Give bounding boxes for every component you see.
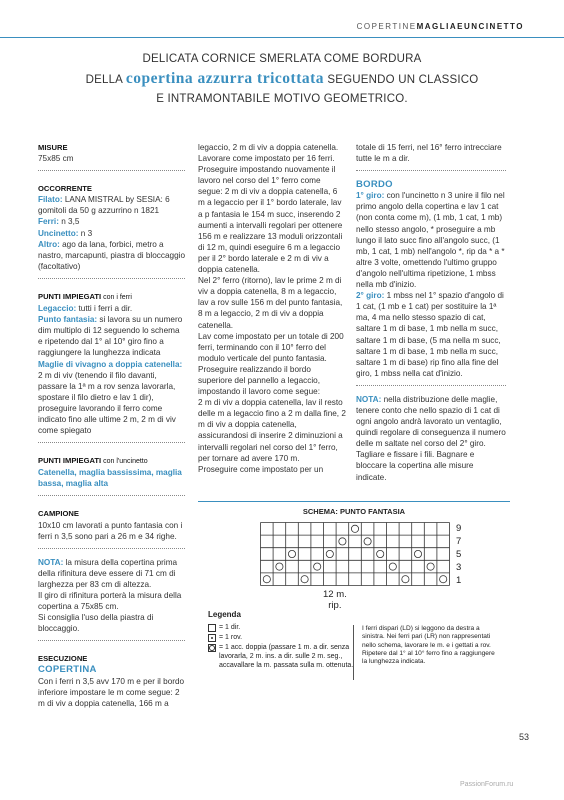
circle-stitch-symbol xyxy=(339,538,346,545)
circle-stitch-symbol xyxy=(351,525,358,532)
section-divider xyxy=(356,385,506,386)
circle-stitch-symbol xyxy=(402,576,409,583)
circle-square-icon xyxy=(208,644,216,652)
dot-square-icon xyxy=(208,634,216,642)
schema-note: I ferri dispari (LD) si leggono da destra a sinistra. Nei ferri pari (LR) non rappresentati nello schema, lavorare le m. e i gettati a rov. Ripetere dal 1° al 10° ferro fino a raggiungere la lunghezza indicata. xyxy=(362,625,495,666)
section-divider xyxy=(38,495,185,496)
intro-line-1: DELICATA CORNICE SMERLATA COME BORDURA xyxy=(142,53,422,65)
schema-title: SCHEMA: PUNTO FANTASIA xyxy=(302,507,406,516)
subheading-bordo: BORDO xyxy=(356,179,393,191)
legend-item-decrease: = 1 acc. doppia (passare 1 m. a dir. senza lavorarla, 2 m. ins. a dir. sulle 2 m. seg., accavallare la m. passata sulla m. ottenuta. xyxy=(208,643,368,670)
section-divider xyxy=(38,548,185,549)
paragraph: totale di 15 ferri, nel 16° ferro intrecciare tutte le m a dir. xyxy=(356,143,502,164)
column-1 xyxy=(38,142,185,709)
section-heading-misure: MISURE xyxy=(38,143,68,152)
watermark: PassionForum.ru xyxy=(460,781,514,788)
intro-line-3: E INTRAMONTABILE MOTIVO GEOMETRICO. xyxy=(156,93,408,105)
paragraph: Tagliare e fissare i fili. Bagnare e bloccare la copertina alle misure indicate. xyxy=(356,450,475,482)
circle-stitch-symbol xyxy=(326,550,333,557)
altro-line: Altro: ago da lana, forbici, metro a nastro, marcapunti, piastra di bloccaggio (facoltativo) xyxy=(38,239,185,271)
paragraph: Nel 2° ferro (ritorno), lav le prime 2 m di viv a doppia catenella, 8 m a legaccio, lav a rov sulle 156 m del punto fantasia, 8 m a legaccio, 2 m di viv a doppia catenella. xyxy=(198,276,343,330)
note-divider xyxy=(353,625,354,680)
legaccio-line: Legaccio: tutti i ferri a dir. xyxy=(38,304,133,314)
circle-stitch-symbol xyxy=(427,563,434,570)
paragraph: Lav come impostato per un totale di 200 ferri, terminando con il 10° ferro del modulo verticale del punto fantasia. Proseguire realizzando il bordo superiore del pannello a legaccio, impostando il lavoro come segue: xyxy=(198,331,344,397)
stitch-chart-grid xyxy=(260,522,450,586)
circle-stitch-symbol xyxy=(389,563,396,570)
ferri-line: Ferri: n 3,5 xyxy=(38,217,80,227)
section-divider xyxy=(356,170,506,171)
nota-bordo: NOTA: nella distribuzione delle maglie, tenere conto che nello spazio di 1 cat di ogni angolo andrà lavorato un ventaglio, quindi regolare di conseguenza il numero delle m saltate nel corso del 2° giro. xyxy=(356,394,506,449)
column-2 xyxy=(198,142,346,475)
circle-stitch-symbol xyxy=(364,538,371,545)
row-number: 1 xyxy=(456,575,462,586)
esecuzione-text: Con i ferri n 3,5 avv 170 m e per il bordo inferiore impostare le m come segue: 2 m di viv a doppia catenella, 166 m a xyxy=(38,676,185,708)
filato-line: Filato: LANA MISTRAL by SESIA: 6 gomitoli da 50 g azzurrino n 1821 xyxy=(38,195,170,216)
header-prefix: COPERTINE xyxy=(356,22,417,31)
intro-highlight: copertina azzurra tricottata xyxy=(125,70,325,87)
legend-item-purl: = 1 rov. xyxy=(208,633,368,642)
circle-stitch-symbol xyxy=(377,550,384,557)
subheading-copertina: COPERTINA xyxy=(38,664,97,676)
row-number: 7 xyxy=(456,536,462,547)
circle-stitch-symbol xyxy=(301,576,308,583)
row-number: 3 xyxy=(456,562,462,573)
column-3 xyxy=(356,142,506,483)
fantasia-line: Punto fantasia: si lavora su un numero dim multiplo di 12 seguendo lo schema e ripetendo dal 1° al 10° giro fino a raggiungere la lunghezza indicata xyxy=(38,315,183,358)
section-heading-punti-ferri: PUNTI IMPIEGATI con i ferri xyxy=(38,291,132,301)
page-number: 53 xyxy=(519,732,530,742)
header-rule xyxy=(0,37,564,38)
section-heading-occorrente: OCCORRENTE xyxy=(38,184,93,194)
campione-text: 10x10 cm lavorati a punto fantasia con i ferri n 3,5 sono pari a 26 m e 34 righe. xyxy=(38,520,183,541)
section-heading-punti-uncinetto: PUNTI IMPIEGATI con l'uncinetto xyxy=(38,456,148,466)
paragraph: 2 m di viv a doppia catenella, lav il resto delle m a legaccio fino a 2 m dalla fine, 2 m di viv a doppia catenella, assicurandosi di inserire 2 diminuzioni a intervalli regolari nel corso del 1° ferro, per tornare ad avere 170 m. xyxy=(198,398,346,463)
circle-stitch-symbol xyxy=(263,576,270,583)
nota-line: NOTA: la misura della copertina prima della rifinitura deve essere di 71 cm di larghezza per 83 cm di altezza. xyxy=(38,557,178,589)
circle-stitch-symbol xyxy=(440,576,447,583)
running-header xyxy=(357,22,524,31)
circle-stitch-symbol xyxy=(414,550,421,557)
chart-legend xyxy=(208,610,368,671)
schema-box xyxy=(198,501,510,669)
legend-item-knit: = 1 dir. xyxy=(208,623,368,632)
circle-stitch-symbol xyxy=(288,550,295,557)
section-heading-campione: CAMPIONE xyxy=(38,509,79,519)
section-divider xyxy=(38,442,185,443)
empty-square-icon xyxy=(208,624,216,632)
repeat-label: 12 m. rip. xyxy=(323,589,347,611)
paragraph: legaccio, 2 m di viv a doppia catenella. Lavorare come impostato per 16 ferri. Proseguire impostando nuovamente il lavoro nel corso del 1° ferro come segue: 2 m di viv a doppia catenella, 6 m a legaccio per il 1° bordo laterale, lav a p fantasia le 154 m succ, inserendo 2 aumenti a intervalli regolari per ottenere 156 m e realizzare 13 moduli orizzontali di 12 m, quindi eseguire 6 m a legaccio per il 2° bordo laterale e 2 m di viv a doppia catenella. xyxy=(198,143,343,275)
giro-1: 1° giro: con l'uncinetto n 3 unire il filo nel primo angolo della copertina e lav 1 cat (non conta come m), (1 mb, 1 cat, 1 mb) nello stesso angolo, * proseguire a mb lungo il lato succ fino all'angolo succ, (1 mb, 1 cat, 1 mb) nell'angolo *, rip da * a * altre 3 volte, omettendo l'ultimo gruppo d'angolo nell'ultima ripetizione, 1 mbss nella mb d'inizio. xyxy=(356,191,505,290)
vivagno-line: Maglie di vivagno a doppia catenella: 2 m di viv (tenendo il filo davanti, passare la 1ª m a rov senza lavorarla, spostare il filo dietro e lav 1 dir), proseguire lavorando il ferro come indicato fino alle ultime 2 m, 2 m di viv come spiegato xyxy=(38,359,183,436)
legend-title: Legenda xyxy=(208,610,241,619)
misure-value: 75x85 cm xyxy=(38,154,74,164)
row-number: 9 xyxy=(456,523,462,534)
row-number: 5 xyxy=(456,549,462,560)
paragraph: Proseguire come impostato per un xyxy=(198,464,324,474)
section-divider xyxy=(38,278,185,279)
punti-uncinetto-list: Catenella, maglia bassissima, maglia bassa, maglia alta xyxy=(38,468,182,489)
circle-stitch-symbol xyxy=(276,563,283,570)
uncinetto-line: Uncinetto: n 3 xyxy=(38,228,93,238)
giro-2: 2° giro: 1 mbss nel 1° spazio d'angolo di 1 cat, (1 mb e 1 cat) per sostituire la 1ª ma, 4 ma nello stesso spazio di cat, saltare 1 m di base, 1 mb nella m succ, saltare 1 m di base, (5 ma nella m succ, saltare 1 m di base, 1 mb nella m succ, saltare 1 m di base) rip fino alla fine del giro, 1 mbss nella cat d'inizio. xyxy=(356,291,504,378)
section-heading-esecuzione: ESECUZIONE xyxy=(38,654,88,664)
nota-line-2: Il giro di rifinitura porterà la misura della copertina a 75x85 cm. xyxy=(38,591,182,612)
circle-stitch-symbol xyxy=(314,563,321,570)
section-divider xyxy=(38,170,185,171)
nota-line-3: Si consiglia l'uso della piastra di bloccaggio. xyxy=(38,613,154,634)
header-suffix: MAGLIAEUNCINETTO xyxy=(416,22,524,31)
intro-text xyxy=(60,50,504,109)
section-divider xyxy=(38,640,185,641)
intro-line-2: DELLA copertina azzurra tricottata SEGUENDO UN CLASSICO xyxy=(85,70,479,87)
